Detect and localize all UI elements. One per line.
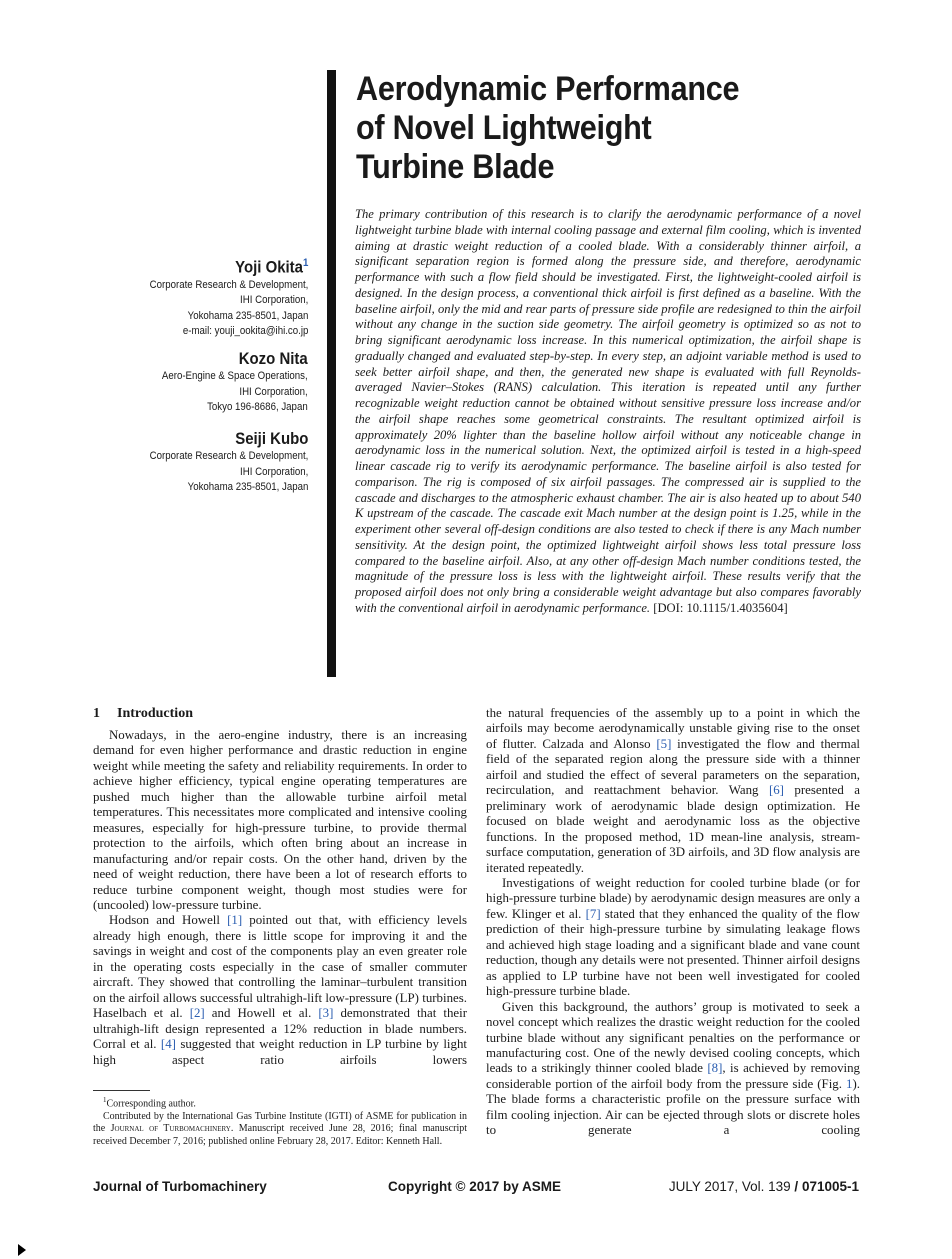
affiliation-line: Corporate Research & Development, [149,450,308,462]
affiliation-line: IHI Corporation, [239,294,308,307]
abstract-text: The primary contribution of this research is to clarify the aerodynamic performance of a novel lightweight turbine blade with internal cooling passage and external film cooling, which is invented aiming at drastic weight reduction of a cooled blade. With a considerably thinner airfoil, a significant separation region is formed along the pressure side, and therefore, aerodynamic performance with such a flow field should be investigated. First, the lightweight-cooled airfoil is designed. In the design process, a conventional thick airfoil is first defined as a baseline. With the baseline airfoil, only the mid and rear parts of pressure side profile are redesigned to thin the airfoil without any change in the suction side geometry. The airfoil geometry is optimized so as not to bring significant aerodynamic loss increase. In this numerical optimization, the airfoil shape is gradually changed and evaluated step-by-step. In every step, an adjoint variable method is used to seek better airfoil shape, and then, the generated new shape is evaluated with full Reynolds-averaged Navier–Stokes (RANS) calculation. This iteration is repeated until any further recognizable weight reduction cannot be obtained without sensitive pressure loss increase and/or the airfoil shape reaches some geometrical constraints. The resultant optimized airfoil is approximately 20% lighter than the baseline hollow airfoil without any noticeable change in aerodynamic loss in the numerical solution. Next, the optimized airfoil is tested in a high-speed linear cascade rig to verify its aerodynamic performance. The baseline airfoil is also tested for comparison. The rig is composed of six airfoil passages. The compressed air is supplied to the cascade and discharges to the atmospheric exhaust chamber. The air is also heated up to about 540 K upstream of the cascade. The cascade exit Mach number at the design point is 1.25, while in the experiment other several off-design conditions are also tested to check if there is any Mach number sensitivity. At the design point, the optimized lightweight airfoil shows less total pressure loss compared to the baseline airfoil. Also, at any other off-design Mach number conditions tested, the magnitude of the pressure loss is less with the lightweight airfoil. These results verify that the proposed airfoil does not only bring a considerable weight advantage but also compares favorably with the conventional airfoil in aerodynamic performance. [355,207,861,615]
section-title: Introduction [117,706,193,721]
citation-link[interactable]: [6] [768,783,784,798]
author-name: Yoji Okita$^1$ [234,257,308,277]
title-accent-bar [327,70,336,677]
intro-paragraph-2: Hodson and Howell [1] pointed out that, with efficiency levels already high enough, there is little scope for improving it and the savings in weight and cost of the components play an even greater role in the operating costs especially in the case of smaller commuter aircraft. They showed that controlling the laminar–turbulent transition on the airfoil allows successful ultrahigh-lift low-pressure (LP) turbines. Haselbach et al. [2] and Howell et al. [3] demonstrated that their ultrahigh-lift design represented a 12% reduction in blade numbers. Corral et al. [4] suggested that weight reduction in LP turbine by light high aspect ratio airfoils lowers [93,913,467,1067]
citation-link[interactable]: [1] [227,913,243,928]
author-1 [128,253,308,340]
citation-link[interactable]: [7] [585,906,601,921]
author-name: Seiji Kubo [234,429,308,448]
footer-journal-name: Journal of Turbomachinery [93,1179,267,1194]
affiliation-line: Yokohama 235-8501, Japan [187,309,308,322]
left-column [93,705,467,1068]
title-line-1: Aerodynamic Performance [356,70,740,108]
citation-link[interactable]: [8] [707,1061,723,1076]
affiliation-line: IHI Corporation, [239,385,308,398]
affiliation-line: Tokyo 196-8686, Japan [207,401,308,413]
title-line-2: of Novel Lightweight [356,109,652,147]
affiliation-line: Aero-Engine & Space Operations, [162,370,308,382]
footer-copyright: Copyright © 2017 by ASME [388,1179,561,1194]
author-name: Kozo Nita [239,349,308,368]
footer-page-number: 071005-1 [801,1179,859,1194]
citation-link[interactable]: [5] [656,736,672,751]
page-corner-mark-icon [18,1244,26,1256]
intro-paragraph-1: Nowadays, in the aero-engine industry, there is an increasing demand for even higher performance and drastic reduction in engine weight while meeting the safety and reliability requirements. In order to achieve higher efficiency, typical engine operating temperatures are pushed much higher than the allowable turbine airfoil metal temperatures. This necessitates more complicated and intensive cooling measures, especially for high-pressure turbine, to provide thermal protection to the airfoils, which often bring about an increase in manufacturing and/or repair costs. On the other hand, driven by the need of weight reduction, there have been a lot of research efforts to reduce turbine component weight, though most studies were for (uncooled) low-pressure turbine. [93,728,467,912]
author-email[interactable]: e-mail: youji_ookita@ihi.co.jp [182,325,308,338]
citation-link[interactable]: [3] [318,1006,334,1021]
affiliation-line: Yokohama 235-8501, Japan [187,481,308,493]
doi-link[interactable]: [DOI: 10.1115/1.4035604] [653,600,788,615]
paper-title [356,70,824,187]
author-2 [142,348,308,416]
intro-paragraph-4: Investigations of weight reduction for cooled turbine blade (or for high-pressure turbine blade) by aerodynamic design measures are only a few. Klinger et al. [7] stated that they enhanced the quality of the flow prediction of their high-pressure turbine by simulating leakage flows and achieved high stage loading and a significant blade and vane count reduction, though any details were not presented. Thinner airfoil designs as applied to LP turbine have not been well investigated for cooled high-pressure turbine blade. [486,875,860,999]
citation-link[interactable]: [4] [160,1037,176,1052]
section-heading [93,705,467,723]
footnote-corresponding-author: $^1$Corresponding author. [103,1096,196,1110]
footnote-divider [93,1090,150,1091]
affiliation-line: IHI Corporation, [239,465,308,478]
abstract [355,207,861,617]
footnotes [93,1094,467,1148]
figure-link[interactable]: 1 [846,1076,853,1091]
footnote-publication-info: Contributed by the International Gas Turbine Institute (IGTI) of ASME for publication in the Journal of Turbomachinery. Manuscript received June 28, 2016; final manuscript received December 7, 2016; published online February 28, 2017. Editor: Kenneth Hall. [93,1110,468,1147]
affiliation-line: Corporate Research & Development, [149,278,308,291]
corresponding-author-mark[interactable]: 1 [302,257,308,269]
author-3 [128,428,308,496]
intro-paragraph-5: Given this background, the authors’ group is motivated to seek a novel concept which realizes the drastic weight reduction for the cooled turbine blade without any significant penalties on the performance or manufacturing cost. One of the newly devised cooling concepts, which leads to a strikingly thinner cooled blade [8], is achieved by removing considerable portion of the airfoil body from the pressure side (Fig. 1). The blade forms a characteristic profile on the pressure surface with film cooling injection. Air can be ejected through slots or discrete holes to generate a cooling [486,999,860,1138]
section-number: 1 [93,706,100,721]
intro-paragraph-3: the natural frequencies of the assembly up to a point in which the airfoils may become aerodynamically unstable giving rise to the onset of flutter. Calzada and Alonso [5] investigated the flow and thermal field of the separated region along the pressure side with a thinner airfoil and studied the effect of several parameters on the separation, recirculation, and reattachment behavior. Wang [6] presented a preliminary work of aerodynamic blade design optimization. He focused on blade weight and aerodynamic loss as the objective functions. In the proposed method, 1D mean-line analysis, stream-surface computation, generation of 3D airfoils, and 3D flow analysis are iterated repeatedly. [486,706,860,875]
right-column [486,706,860,1139]
citation-link[interactable]: [2] [189,1006,205,1021]
footer-issue-info: JULY 2017, Vol. 139 / 071005-1 [668,1179,859,1194]
title-line-3: Turbine Blade [356,148,555,186]
